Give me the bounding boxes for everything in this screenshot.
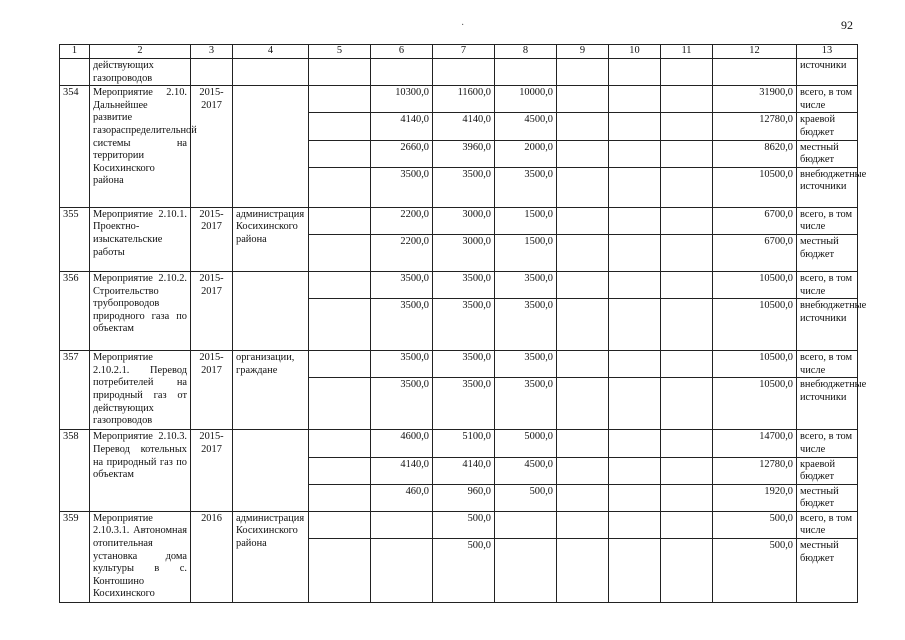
table-row <box>60 511 858 538</box>
header-col-2: 2 <box>90 45 191 59</box>
col-11 <box>661 351 713 378</box>
header-col-4: 4 <box>233 45 309 59</box>
executor: администрация Косихинского района <box>233 511 309 602</box>
col-11 <box>661 511 713 538</box>
funding-source: местный бюджет <box>797 539 858 603</box>
value-col-7: 3500,0 <box>433 351 495 378</box>
value-col-6: 3500,0 <box>371 378 433 430</box>
header-col-11: 11 <box>661 45 713 59</box>
header-col-5: 5 <box>309 45 371 59</box>
value-col-6: 3500,0 <box>371 167 433 207</box>
funding-source: внебюджетные источники <box>797 378 858 430</box>
col-11 <box>661 299 713 351</box>
continuation-col-7 <box>433 59 495 86</box>
col-5 <box>309 167 371 207</box>
executor <box>233 430 309 512</box>
col-11 <box>661 86 713 113</box>
header-col-1: 1 <box>60 45 90 59</box>
value-col-8: 3500,0 <box>495 271 557 298</box>
continuation-source: источники <box>797 59 858 86</box>
value-col-7: 3000,0 <box>433 207 495 234</box>
header-col-8: 8 <box>495 45 557 59</box>
col-10 <box>609 457 661 484</box>
funding-source: всего, в том числе <box>797 86 858 113</box>
col-5 <box>309 351 371 378</box>
row-number: 356 <box>60 271 90 350</box>
continuation-col-12 <box>713 59 797 86</box>
header-col-3: 3 <box>191 45 233 59</box>
continuation-col-5 <box>309 59 371 86</box>
funding-source: всего, в том числе <box>797 351 858 378</box>
value-col-7: 5100,0 <box>433 430 495 457</box>
value-col-6: 3500,0 <box>371 271 433 298</box>
value-col-8: 1500,0 <box>495 207 557 234</box>
col-10 <box>609 113 661 140</box>
value-col-6: 4600,0 <box>371 430 433 457</box>
col-11 <box>661 378 713 430</box>
budget-table <box>59 44 867 603</box>
activity-name: Мероприятие 2.10.2. Строительство трубопроводов природного газа по объектам <box>90 271 191 350</box>
funding-source: местный бюджет <box>797 140 858 167</box>
value-col-6: 3500,0 <box>371 299 433 351</box>
value-total: 12780,0 <box>713 457 797 484</box>
col-9 <box>557 378 609 430</box>
row-number: 359 <box>60 511 90 602</box>
col-5 <box>309 378 371 430</box>
header-row <box>60 45 858 59</box>
col-5 <box>309 457 371 484</box>
col-10 <box>609 351 661 378</box>
executor <box>233 86 309 208</box>
continuation-row <box>60 59 858 86</box>
header-col-12: 12 <box>713 45 797 59</box>
value-col-7: 3000,0 <box>433 234 495 271</box>
header-col-9: 9 <box>557 45 609 59</box>
col-5 <box>309 484 371 511</box>
continuation-col-9 <box>557 59 609 86</box>
continuation-col-6 <box>371 59 433 86</box>
col-10 <box>609 484 661 511</box>
value-col-8: 3500,0 <box>495 351 557 378</box>
col-5 <box>309 299 371 351</box>
col-11 <box>661 140 713 167</box>
value-total: 1920,0 <box>713 484 797 511</box>
header-col-7: 7 <box>433 45 495 59</box>
col-10 <box>609 511 661 538</box>
value-col-6: 2200,0 <box>371 234 433 271</box>
funding-source: краевой бюджет <box>797 113 858 140</box>
value-col-7: 11600,0 <box>433 86 495 113</box>
continuation-col-4 <box>233 59 309 86</box>
value-col-7: 4140,0 <box>433 457 495 484</box>
value-col-6: 4140,0 <box>371 457 433 484</box>
value-col-7: 500,0 <box>433 511 495 538</box>
table-row <box>60 430 858 457</box>
value-col-6: 2200,0 <box>371 207 433 234</box>
value-total: 10500,0 <box>713 271 797 298</box>
activity-name: Мероприятие 2.10.3.1. Автономная отопительная установка дома культуры в с. Контошино Косихинского <box>90 511 191 602</box>
value-col-8: 4500,0 <box>495 457 557 484</box>
col-10 <box>609 430 661 457</box>
value-col-8: 1500,0 <box>495 234 557 271</box>
header-col-10: 10 <box>609 45 661 59</box>
col-11 <box>661 430 713 457</box>
years: 2015-2017 <box>191 271 233 350</box>
value-total: 500,0 <box>713 539 797 603</box>
row-number: 354 <box>60 86 90 208</box>
col-5 <box>309 430 371 457</box>
continuation-col-11 <box>661 59 713 86</box>
value-col-7: 3500,0 <box>433 378 495 430</box>
table-body <box>60 45 867 603</box>
value-col-7: 4140,0 <box>433 113 495 140</box>
col-11 <box>661 234 713 271</box>
col-9 <box>557 86 609 113</box>
col-10 <box>609 140 661 167</box>
value-col-7: 3500,0 <box>433 299 495 351</box>
col-9 <box>557 457 609 484</box>
col-10 <box>609 539 661 603</box>
funding-source: всего, в том числе <box>797 430 858 457</box>
value-col-8: 10000,0 <box>495 86 557 113</box>
col-9 <box>557 430 609 457</box>
value-col-8: 5000,0 <box>495 430 557 457</box>
value-total: 14700,0 <box>713 430 797 457</box>
col-9 <box>557 140 609 167</box>
table-row <box>60 271 858 298</box>
col-9 <box>557 113 609 140</box>
value-total: 10500,0 <box>713 167 797 207</box>
col-9 <box>557 167 609 207</box>
value-total: 6700,0 <box>713 207 797 234</box>
value-col-8: 3500,0 <box>495 299 557 351</box>
activity-name: Мероприятие 2.10.2.1. Перевод потребителей на природный газ от действующих газопроводов <box>90 351 191 430</box>
funding-source: местный бюджет <box>797 484 858 511</box>
header-col-13: 13 <box>797 45 858 59</box>
value-total: 10500,0 <box>713 351 797 378</box>
col-11 <box>661 457 713 484</box>
col-11 <box>661 271 713 298</box>
value-col-7: 3500,0 <box>433 271 495 298</box>
col-10 <box>609 207 661 234</box>
table-row <box>60 351 858 378</box>
continuation-col-10 <box>609 59 661 86</box>
col-10 <box>609 378 661 430</box>
row-number: 355 <box>60 207 90 271</box>
continuation-name: действующих газопроводов <box>90 59 191 86</box>
col-5 <box>309 113 371 140</box>
funding-source: местный бюджет <box>797 234 858 271</box>
value-col-7: 3960,0 <box>433 140 495 167</box>
col-11 <box>661 167 713 207</box>
executor: администрация Косихинского района <box>233 207 309 271</box>
years: 2015-2017 <box>191 430 233 512</box>
scan-speck: · <box>461 20 465 31</box>
col-9 <box>557 484 609 511</box>
table-row <box>60 86 858 113</box>
value-col-8 <box>495 511 557 538</box>
value-total: 10500,0 <box>713 299 797 351</box>
value-col-8 <box>495 539 557 603</box>
col-9 <box>557 207 609 234</box>
col-11 <box>661 539 713 603</box>
col-9 <box>557 234 609 271</box>
value-col-6: 3500,0 <box>371 351 433 378</box>
value-col-6: 2660,0 <box>371 140 433 167</box>
value-col-6 <box>371 539 433 603</box>
value-col-8: 2000,0 <box>495 140 557 167</box>
col-9 <box>557 511 609 538</box>
activity-name: Мероприятие 2.10.3. Перевод котельных на природный газ по объектам <box>90 430 191 512</box>
header-col-6: 6 <box>371 45 433 59</box>
years: 2016 <box>191 511 233 602</box>
value-total: 8620,0 <box>713 140 797 167</box>
value-col-6: 460,0 <box>371 484 433 511</box>
value-col-6 <box>371 511 433 538</box>
value-col-6: 4140,0 <box>371 113 433 140</box>
funding-source: краевой бюджет <box>797 457 858 484</box>
value-col-8: 500,0 <box>495 484 557 511</box>
value-total: 12780,0 <box>713 113 797 140</box>
col-10 <box>609 299 661 351</box>
col-11 <box>661 113 713 140</box>
page-number: 92 <box>841 18 853 32</box>
col-5 <box>309 234 371 271</box>
value-total: 31900,0 <box>713 86 797 113</box>
col-10 <box>609 167 661 207</box>
funding-source: всего, в том числе <box>797 207 858 234</box>
col-5 <box>309 511 371 538</box>
col-5 <box>309 539 371 603</box>
col-5 <box>309 86 371 113</box>
funding-source: внебюджетные источники <box>797 167 858 207</box>
col-9 <box>557 539 609 603</box>
value-col-8: 4500,0 <box>495 113 557 140</box>
value-col-7: 960,0 <box>433 484 495 511</box>
value-col-8: 3500,0 <box>495 167 557 207</box>
row-number: 358 <box>60 430 90 512</box>
value-col-6: 10300,0 <box>371 86 433 113</box>
col-10 <box>609 234 661 271</box>
col-5 <box>309 140 371 167</box>
col-11 <box>661 484 713 511</box>
col-9 <box>557 299 609 351</box>
row-number: 357 <box>60 351 90 430</box>
years: 2015-2017 <box>191 207 233 271</box>
value-col-8: 3500,0 <box>495 378 557 430</box>
funding-source: внебюджетные источники <box>797 299 858 351</box>
col-11 <box>661 207 713 234</box>
executor: организации, граждане <box>233 351 309 430</box>
col-5 <box>309 271 371 298</box>
col-10 <box>609 86 661 113</box>
years: 2015-2017 <box>191 351 233 430</box>
continuation-num <box>60 59 90 86</box>
executor <box>233 271 309 350</box>
value-total: 10500,0 <box>713 378 797 430</box>
col-9 <box>557 351 609 378</box>
funding-source: всего, в том числе <box>797 511 858 538</box>
value-col-7: 3500,0 <box>433 167 495 207</box>
table-row <box>60 207 858 234</box>
years: 2015-2017 <box>191 86 233 208</box>
col-10 <box>609 271 661 298</box>
continuation-col-3 <box>191 59 233 86</box>
value-total: 500,0 <box>713 511 797 538</box>
value-col-7: 500,0 <box>433 539 495 603</box>
value-total: 6700,0 <box>713 234 797 271</box>
col-5 <box>309 207 371 234</box>
continuation-col-8 <box>495 59 557 86</box>
activity-name: Мероприятие 2.10. Дальнейшее развитие газораспределительной системы на территории Косихинского района <box>90 86 191 208</box>
funding-source: всего, в том числе <box>797 271 858 298</box>
col-9 <box>557 271 609 298</box>
activity-name: Мероприятие 2.10.1. Проектно-изыскательские работы <box>90 207 191 271</box>
